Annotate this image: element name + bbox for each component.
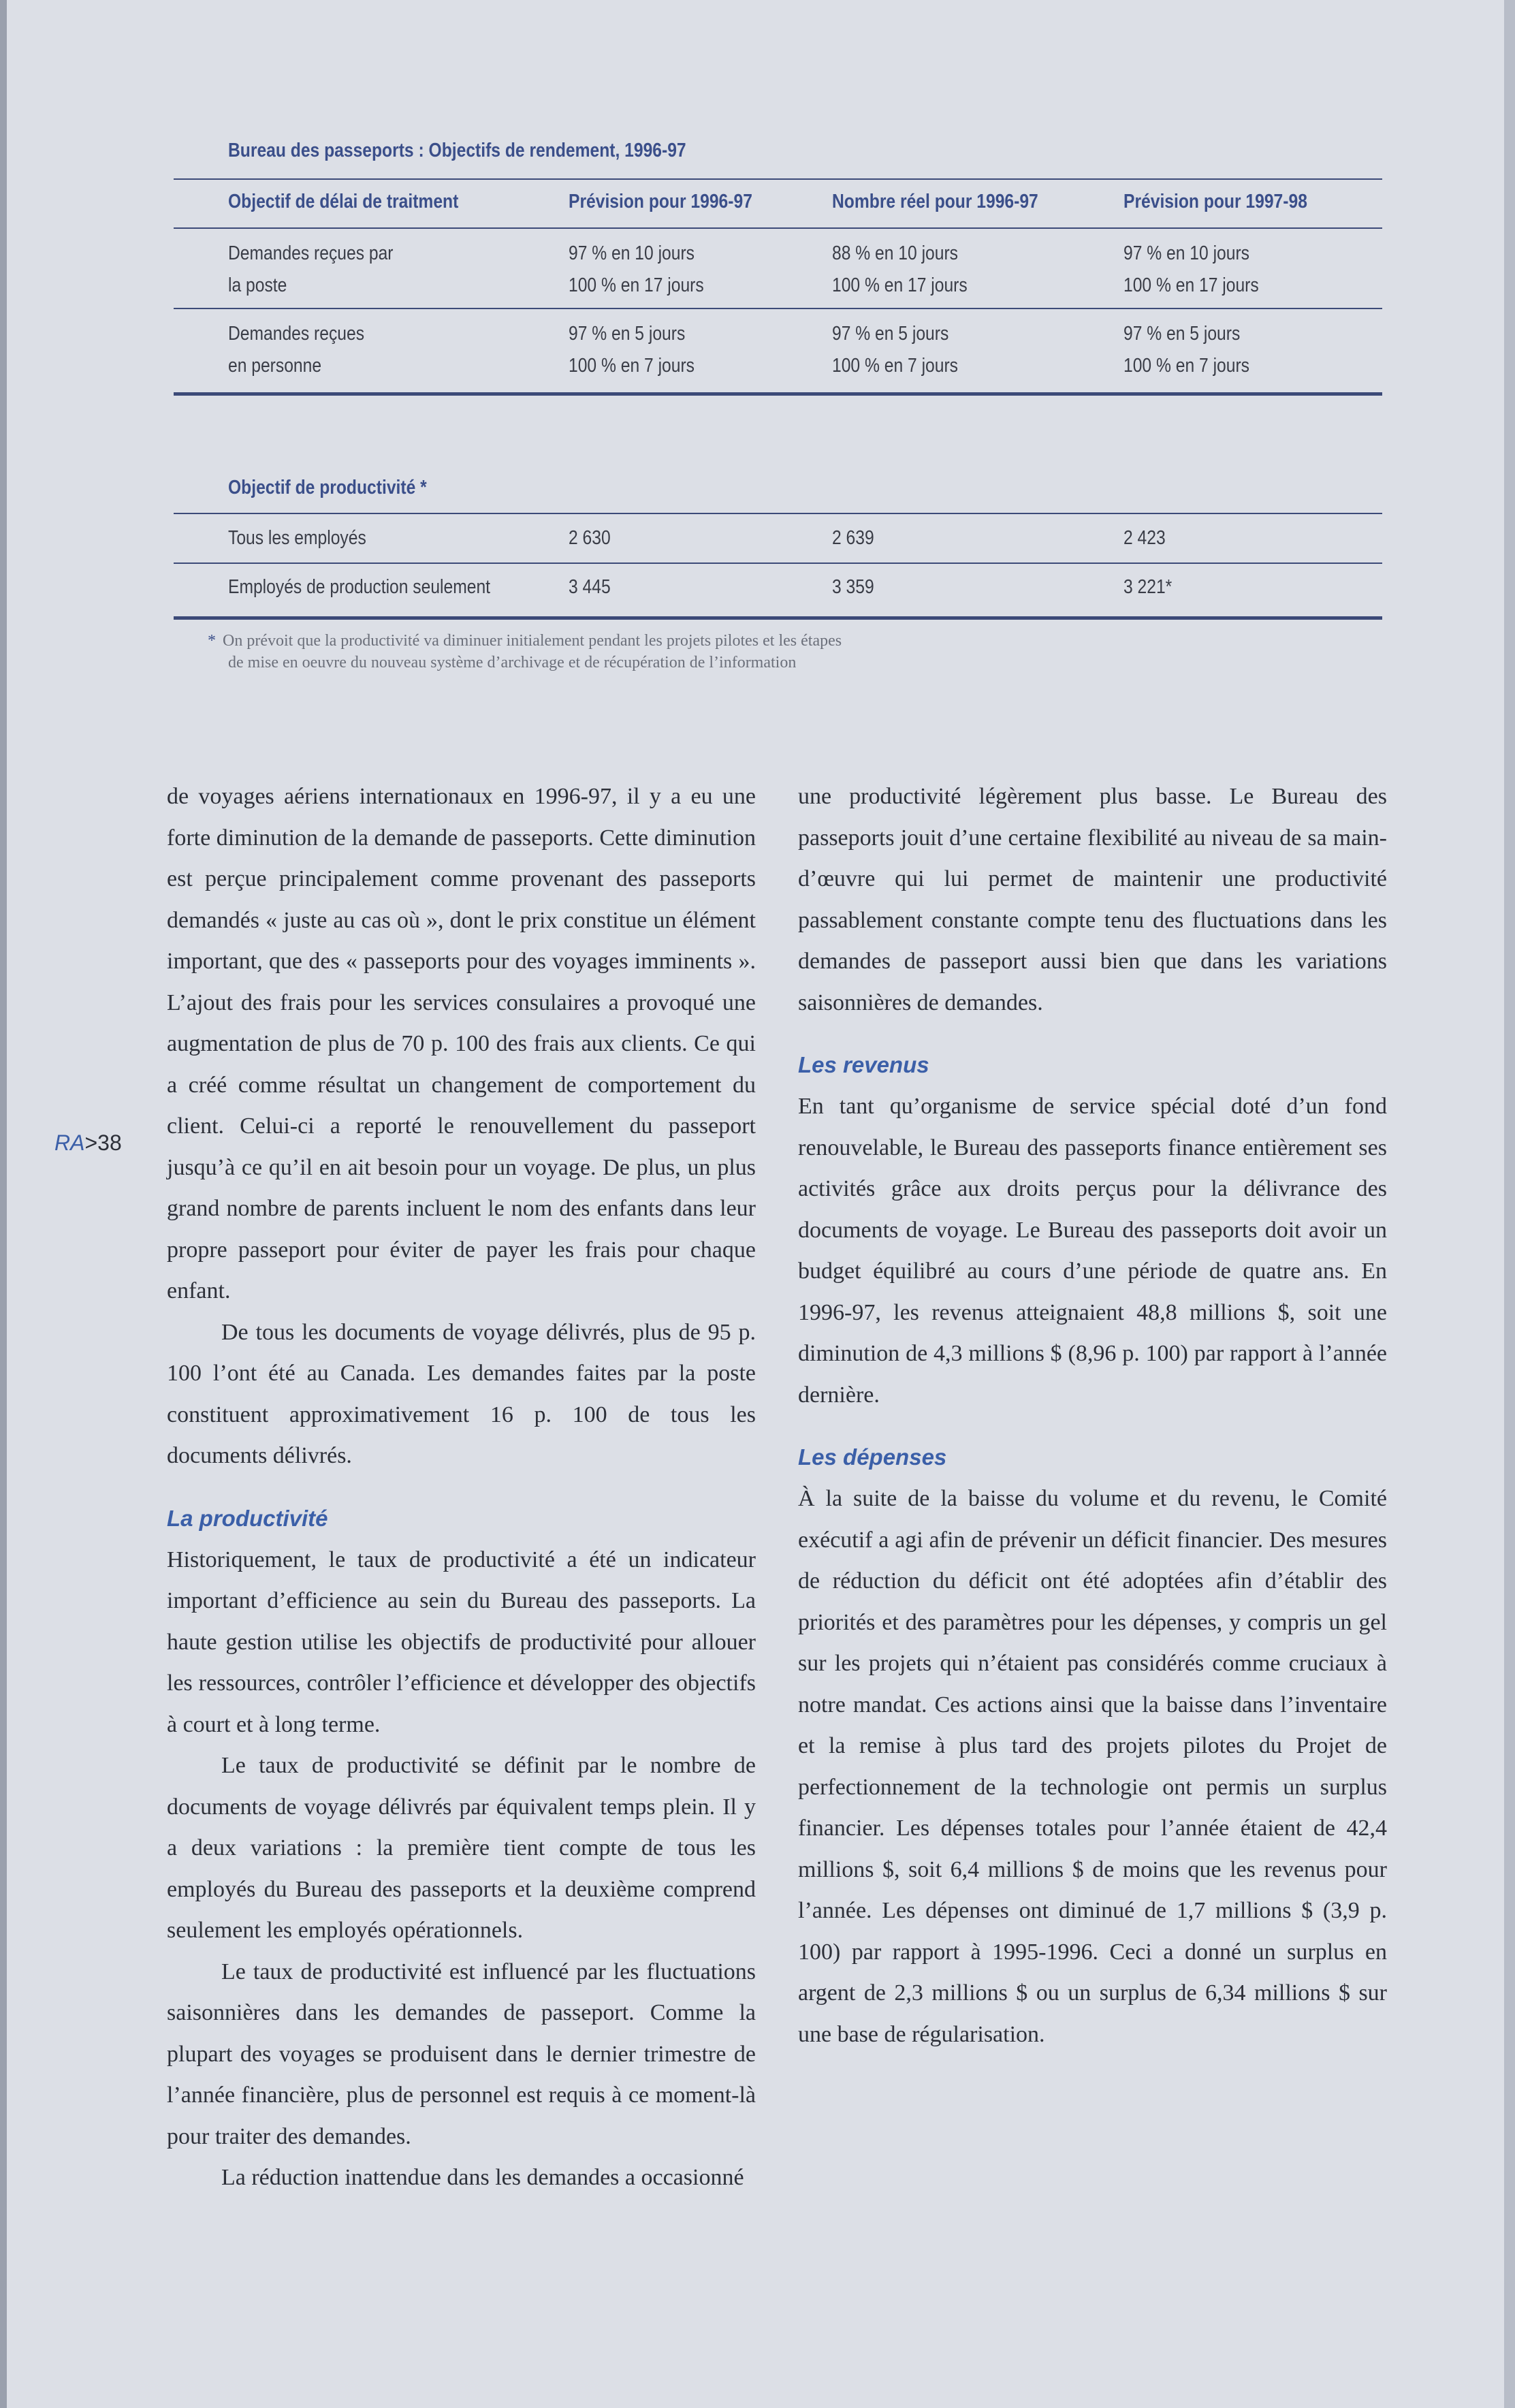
table-top-rule [174,178,1382,180]
header-actual-9697: Nombre réel pour 1996-97 [832,191,1038,212]
left-paragraph-5: Le taux de productivité est influencé par les fluctuations saisonnières dans les demandes de passeport. Comme la plupart des voyages se produisent dans le dernier trimestre de l’année financière, plus de personnel est requis à ce moment-là pour traiter des demandes. [167,1959,756,2149]
table-bottom-rule [174,616,1382,620]
footnote-text1: On prévoit que la productivité va diminuer initialement pendant les projets pilotes et les étapes [223,632,842,650]
header-rule [174,227,1382,229]
folio-prefix: RA [54,1130,85,1155]
prod-production-label: Employés de production seulement [228,576,491,598]
prod-all-forecast-next: 2 423 [1123,527,1166,549]
row-mail-actual [832,238,968,302]
productivity-title: Objectif de productivité * [228,477,427,498]
cell-line: 88 % en 10 jours [832,242,959,264]
row-rule [174,308,1382,309]
row-person-label-line1: Demandes reçues [228,323,365,345]
left-paragraph-4: Le taux de productivité se définit par le nombre de documents de voyage délivrés par équivalent temps plein. Il y a deux variations : la première tient compte de tous les employés du Bureau des passeports et la deuxième comprend seulement les employés opérationnels. [167,1753,756,1943]
row-person-label [228,318,364,382]
left-paragraph-1: de voyages aériens internationaux en 1996-97, il y a eu une forte diminution de la demande de passeports. Cette diminution est perçue principalement comme provenant des passeports demandés « juste au cas où », dont le prix constitue un élément important, que des « passeports pour des voyages imminents ». L’ajout des frais pour les services consulaires a provoqué une augmentation de plus de 70 p. 100 des frais aux clients. Ce qui a créé comme résultat un changement de comportement du client. Celui-ci a reporté le renouvellement du passeport jusqu’à ce qu’il en ait besoin pour un voyage. De plus, un plus grand nombre de parents incluent le nom des enfants dans leur propre passeport pour éviter de payer les frais pour chaque enfant. [167,784,756,1303]
header-forecast-9798: Prévision pour 1997-98 [1123,191,1307,212]
row-rule [174,563,1382,564]
cell-line: 100 % en 17 jours [832,274,968,296]
cell-line: 100 % en 17 jours [569,274,704,296]
cell-line: 100 % en 7 jours [569,355,695,377]
right-paragraph-2: En tant qu’organisme de service spécial doté d’un fond renouvelable, le Bureau des passeports finance entièrement ses activités grâce aux droits perçus pour la délivrance des documents de voyage. Le Bureau des passeports doit avoir un budget équilibré au cours d’une période de quatre ans. En 1996-97, les revenus atteignaient 48,8 millions $, soit une diminution de 4,3 millions $ (8,96 p. 100) par rapport à l’année dernière. [798,1094,1387,1408]
section-heading-expenses: Les dépenses [798,1444,947,1470]
left-paragraph-2: De tous les documents de voyage délivrés, plus de 95 p. 100 l’ont été au Canada. Les demandes faites par la poste constituent approximativement 16 p. 100 de tous les documents délivrés. [167,1319,756,1468]
section-heading-revenues: Les revenus [798,1052,929,1077]
page-edge-right [1504,0,1515,2408]
row-person-label-line2: en personne [228,355,322,377]
section-heading-productivity: La productivité [167,1505,328,1531]
folio-separator: > [84,1130,98,1155]
header-objective: Objectif de délai de traitment [228,191,459,212]
footnote-line1 [208,630,1093,652]
prod-production-forecast-next: 3 221* [1123,576,1173,598]
row-mail-label [228,238,394,302]
row-person-forecast [569,318,695,382]
row-mail-forecast-next [1123,238,1259,302]
row-person-forecast-next [1123,318,1249,382]
cell-line: 97 % en 10 jours [1123,242,1250,264]
left-paragraph-3: Historiquement, le taux de productivité a été un indicateur important d’efficience au sein du Bureau des passeports. La haute gestion utilise les objectifs de productivité pour allouer les ressources, contrôler l’efficience et développer des objectifs à court et à long terme. [167,1547,756,1737]
prod-all-label: Tous les employés [228,527,366,549]
prod-production-forecast: 3 445 [569,576,611,598]
page-folio [54,1130,122,1156]
left-column [167,776,756,2199]
folio-number: 38 [97,1130,122,1155]
row-person-actual [832,318,958,382]
cell-line: 97 % en 5 jours [832,323,949,345]
right-paragraph-3: À la suite de la baisse du volume et du revenu, le Comité exécutif a agi afin de prévenir un déficit financier. Des mesures de réduction du déficit ont été adoptées afin d’établir des priorités et des paramètres pour les dépenses, y compris un gel sur les projets qui n’étaient pas considérés comme cruciaux à notre mandat. Ces actions ainsi que la baisse dans l’inventaire et la remise à plus tard des projets pilotes du Projet de perfectionnement de la technologie ont permis un surplus financier. Les dépenses totales pour l’année étaient de 42,4 millions $, soit 6,4 millions $ de moins que les revenus pour l’année. Les dépenses ont diminué de 1,7 millions $ (3,9 p. 100) par rapport à 1995-1996. Ceci a donné un surplus en argent de 2,3 millions $ ou un surplus de 6,34 millions $ sur une base de régularisation. [798,1486,1387,2047]
footnote-star: * [208,632,216,650]
cell-line: 97 % en 10 jours [569,242,695,264]
table-footnote [208,630,1093,674]
cell-line: 100 % en 7 jours [1123,355,1250,377]
productivity-rule [174,513,1382,514]
table-title: Bureau des passeports : Objectifs de rendement, 1996-97 [228,140,686,161]
prod-production-actual: 3 359 [832,576,874,598]
cell-line: 97 % en 5 jours [569,323,686,345]
left-paragraph-6: La réduction inattendue dans les demandes a occasionné [221,2165,744,2190]
prod-all-forecast: 2 630 [569,527,611,549]
row-mail-label-line1: Demandes reçues par [228,242,394,264]
row-mail-label-line2: la poste [228,274,287,296]
table-section-rule [174,392,1382,396]
right-column [798,776,1387,2055]
header-forecast-9697: Prévision pour 1996-97 [569,191,752,212]
cell-line: 100 % en 17 jours [1123,274,1259,296]
prod-all-actual: 2 639 [832,527,874,549]
cell-line: 100 % en 7 jours [832,355,959,377]
right-paragraph-1: une productivité légèrement plus basse. Le Bureau des passeports jouit d’une certaine flexibilité au niveau de sa main-d’œuvre qui lui permet de maintenir une productivité passablement constante compte tenu des fluctuations dans les demandes de passeport aussi bien que dans les variations saisonnières de demandes. [798,784,1387,1015]
footnote-line2: de mise en oeuvre du nouveau système d’archivage et de récupération de l’information [228,654,797,671]
page-edge-left [0,0,7,2408]
cell-line: 97 % en 5 jours [1123,323,1241,345]
row-mail-forecast [569,238,704,302]
